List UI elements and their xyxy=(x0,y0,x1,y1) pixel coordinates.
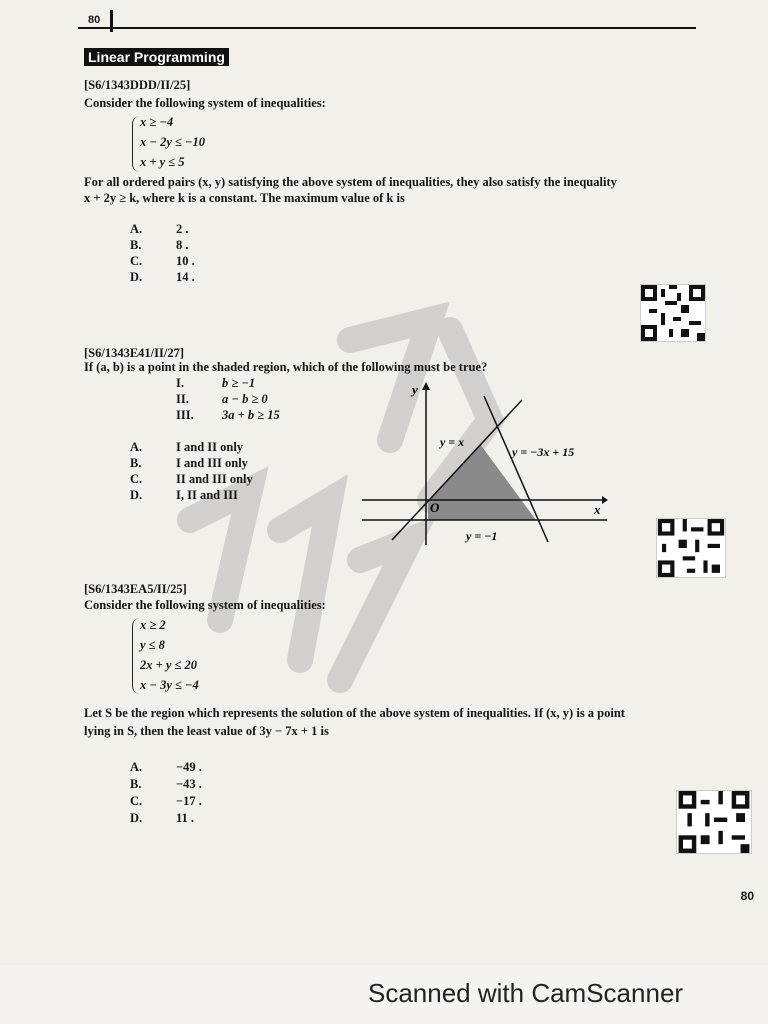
header-page-number: 80 xyxy=(88,14,101,26)
q3-option-c[interactable]: −17 . xyxy=(176,794,202,808)
q2-option-d-letter: D. xyxy=(130,488,143,502)
qr-code-icon[interactable] xyxy=(640,284,706,342)
origin-label: O xyxy=(430,500,440,515)
q1-option-a[interactable]: 2 . xyxy=(176,222,189,236)
q2-code: [S6/1343E41/II/27] xyxy=(84,346,185,360)
q2-stmt-2-roman: II. xyxy=(176,392,189,406)
q1-ineq-3: x + y ≤ 5 xyxy=(140,155,185,169)
q3-option-d-letter: D. xyxy=(130,811,143,825)
q2-stmt-1: b ≥ −1 xyxy=(222,376,256,390)
q2-stem: If (a, b) is a point in the shaded region, which of the following must be true? xyxy=(84,360,488,374)
q3-option-c-letter: C. xyxy=(130,794,143,808)
q1-option-c-letter: C. xyxy=(130,254,143,268)
qr-code-icon[interactable] xyxy=(676,790,752,854)
scanner-caption: Scanned with CamScanner xyxy=(368,978,684,1008)
q1-ineq-2: x − 2y ≤ −10 xyxy=(140,135,206,149)
q3-option-b-letter: B. xyxy=(130,777,142,791)
q2-option-c-letter: C. xyxy=(130,472,143,486)
q2-option-a[interactable]: I and II only xyxy=(176,440,244,454)
section-title: Linear Programming xyxy=(84,48,229,66)
q2-stmt-2: a − b ≥ 0 xyxy=(222,392,268,406)
q3-stem: Consider the following system of inequalities: xyxy=(84,598,326,612)
y-axis-arrow xyxy=(422,382,430,390)
x-axis-arrow xyxy=(602,496,608,504)
q1-option-b[interactable]: 8 . xyxy=(176,238,189,252)
y-axis-label: y xyxy=(412,382,418,397)
q3-text-line2: lying in S, then the least value of 3y − 7x + 1 is xyxy=(84,724,329,738)
q1-text-line1: For all ordered pairs (x, y) satisfying the above system of inequalities, they also satisfy the inequality xyxy=(84,175,617,189)
q2-option-d[interactable]: I, II and III xyxy=(176,488,238,502)
q3-ineq-4: x − 3y ≤ −4 xyxy=(140,678,199,692)
region-graph xyxy=(362,380,612,550)
q2-option-b-letter: B. xyxy=(130,456,142,470)
q1-code: [S6/1343DDD/II/25] xyxy=(84,78,191,92)
q1-text-line2: x + 2y ≥ k, where k is a constant. The maximum value of k is xyxy=(84,191,405,205)
q3-ineq-2: y ≤ 8 xyxy=(140,638,165,652)
header-rule xyxy=(78,27,696,29)
x-axis-label: x xyxy=(594,502,601,517)
q2-stmt-3-roman: III. xyxy=(176,408,194,422)
q1-option-d[interactable]: 14 . xyxy=(176,270,195,284)
label-y-eq-neg3x-plus-15: y = −3x + 15 xyxy=(512,445,575,459)
q3-ineq-3: 2x + y ≤ 20 xyxy=(140,658,198,672)
label-y-eq-neg1: y = −1 xyxy=(466,529,498,543)
q2-stmt-1-roman: I. xyxy=(176,376,184,390)
q3-text-line1: Let S be the region which represents the solution of the above system of inequalities. If (x, y) is a point xyxy=(84,706,625,720)
q1-option-b-letter: B. xyxy=(130,238,142,252)
q2-option-a-letter: A. xyxy=(130,440,143,454)
q2-option-b[interactable]: I and III only xyxy=(176,456,248,470)
q3-option-b[interactable]: −43 . xyxy=(176,777,202,791)
q3-option-a[interactable]: −49 . xyxy=(176,760,202,774)
q1-ineq-1: x ≥ −4 xyxy=(140,115,174,129)
q1-stem: Consider the following system of inequalities: xyxy=(84,96,326,110)
q1-option-c[interactable]: 10 . xyxy=(176,254,195,268)
q1-option-d-letter: D. xyxy=(130,270,143,284)
q1-option-a-letter: A. xyxy=(130,222,143,236)
q2-stmt-3: 3a + b ≥ 15 xyxy=(222,408,280,422)
q3-option-d[interactable]: 11 . xyxy=(176,811,195,825)
label-y-eq-x: y = x xyxy=(440,435,465,449)
q3-code: [S6/1343EA5/II/25] xyxy=(84,582,187,596)
qr-code-icon[interactable] xyxy=(656,518,726,578)
footer-page-number: 80 xyxy=(740,889,754,903)
q3-option-a-letter: A. xyxy=(130,760,143,774)
q3-ineq-1: x ≥ 2 xyxy=(140,618,166,632)
q2-option-c[interactable]: II and III only xyxy=(176,472,253,486)
